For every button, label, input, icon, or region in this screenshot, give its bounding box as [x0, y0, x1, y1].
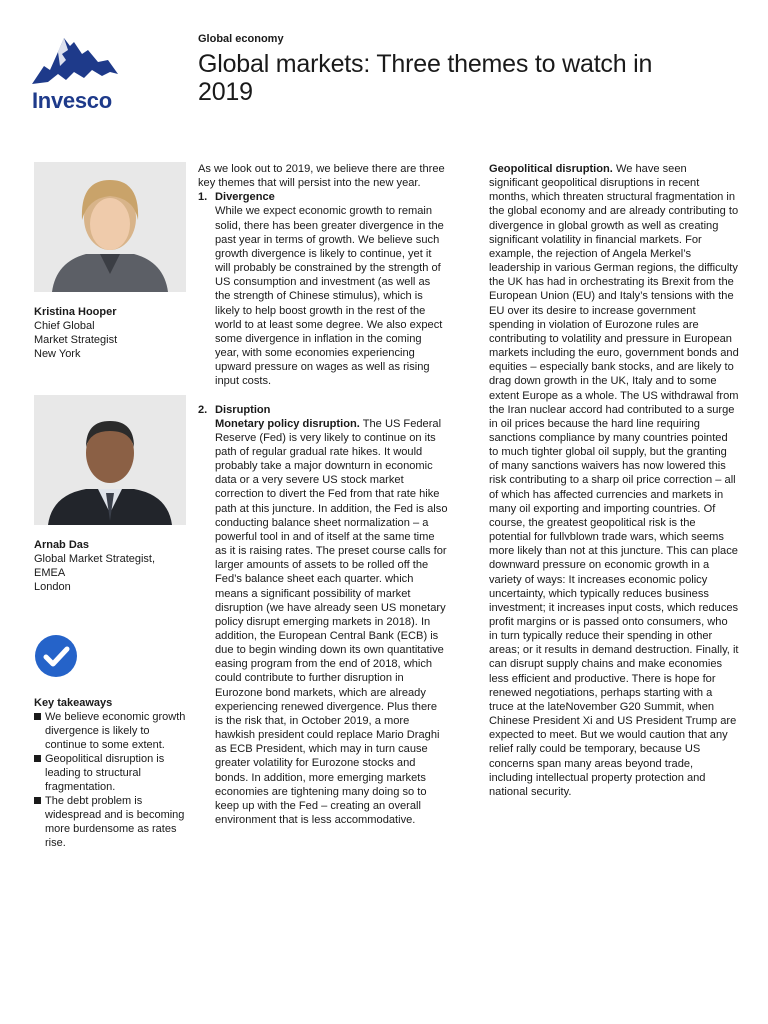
mountain-icon [30, 32, 120, 88]
body-column-right [489, 162, 739, 799]
author-title: Chief Global [34, 320, 95, 332]
bullet-icon [34, 713, 41, 720]
list-item: Geopolitical disruption is leading to structural fragmentation. [34, 752, 186, 794]
author-title: Global Market Strategist, [34, 553, 156, 565]
author-title: Market Strategist [34, 334, 118, 346]
author-location: London [34, 581, 71, 593]
logo-wordmark: Invesco [32, 88, 112, 113]
takeaways-title: Key takeaways [34, 697, 113, 709]
bullet-icon [34, 755, 41, 762]
section-heading: Divergence [215, 191, 275, 204]
body-column-middle [198, 162, 448, 827]
section-number: 1. [198, 191, 208, 204]
section-text: While we expect economic growth to remain solid, there has been greater divergence in the past year in terms of growth. We believe such growth divergence is likely to continue, yet it will probably be constrained by the strength of US consumption and investment (as well as the strength of Chinese stimulus), which is likely to help boost growth in the rest of the world to at least some degree. We also expect some divergence in inflation in the coming year, with some economies experiencing upward pressure on wages as well as rising input costs. [215, 205, 444, 388]
invesco-logo [30, 32, 130, 112]
author-photo-arnab [34, 395, 186, 525]
takeaways-list [34, 710, 186, 850]
page-title: Global markets: Three themes to watch in 2019 [198, 50, 653, 106]
section-label: Global economy [198, 33, 284, 45]
checkmark-icon [34, 634, 78, 678]
list-item: We believe economic growth divergence is likely to continue to some extent. [34, 710, 186, 752]
author-name: Arnab Das [34, 539, 90, 551]
list-item: The debt problem is widespread and is becoming more burdensome as rates rise. [34, 794, 186, 850]
section-disruption [198, 403, 448, 828]
author-photo-kristina [34, 162, 186, 292]
section-heading: Disruption [215, 403, 271, 416]
section-text: Monetary policy disruption. The US Federal Reserve (Fed) is very likely to continue on its path of regular gradual rate hikes. It would probably take a major downturn in economic data or a very severe US stock market correction to divert the Fed from that rate hike path at this juncture. In addition, the Fed is also conducting balance sheet normalization – a powerful tool in and of itself at the same time as it is raising rates. The preset course calls for larger amounts of assets to be rolled off the Fed’s balance sheet each quarter. which means a significant possibility of market disruption (we have already seen US monetary policy disrupt emerging markets in 2018). In addition, the European Central Bank (ECB) is due to begin winding down its own quantitative easing program from the end of 2018, which could contribute to further disruption in Eurozone bond markets, which are already experiencing renewed divergence. Plus there is the risk that, in October 2019, a more hawkish president could replace Mario Draghi as ECB President, which may in turn cause greater volatility for Eurozone stocks and bonds. In addition, more emerging markets economies are tightening many doing so to keep up with the Fed – creating an overall environment that is less accommodative. [215, 417, 448, 827]
author-name: Kristina Hooper [34, 306, 117, 318]
intro-paragraph: As we look out to 2019, we believe there are three key themes that will persist into the new year. [198, 163, 445, 190]
section-divergence [198, 190, 448, 388]
bullet-icon [34, 797, 41, 804]
sidebar [34, 162, 186, 850]
author-location: New York [34, 348, 81, 360]
geopolitical-paragraph: Geopolitical disruption. We have seen significant geopolitical disruptions in recent months, which threaten structural fragmentation in the global economy and are already contributing to divergence in global growth as well as creating significant volatility in financial markets. For example, the rejection of Angela Merkel’s leadership in various German regions, the difficulty the UK has had in orchestrating its Brexit from the European Union (EU) and Italy’s tensions with the EU over its desire to increase government spending in violation of Eurozone rules are contributing to volatility and pressure in European markets including the euro, government bonds and equities – especially bank stocks, and are likely to drag down growth in the UK, Italy and to some extent Europe as a whole. The US withdrawal from the Iran nuclear accord had contributed to a surge in oil prices because the hard line requiring sanctions compliance by many countries pointed to much tighter global oil supply, but the granting of many sanctions waivers has now lowered this risk contributing to a sharp oil price correction – all of which has affected currencies and markets in many oil exporting and importing countries. Of course, the greatest geopolitical risk is the potential for fullvblown trade wars, which seems more likely than not at this juncture. This can place downward pressure on economic growth in a variety of ways: It increases economic policy uncertainty, which typically reduces business investment; it increases input costs, which reduces profit margins or is passed onto consumers, who in turn typically reduce their spending in other areas; or it results in demand destruction. Finally, it can disrupt supply chains and make economies less efficient and productive. There is hope for renewed negotiations, perhaps starting with a truce at the lateNovember G20 Summit, when Chinese President Xi and US President Trump are expected to meet. But we would caution that any relief rally could be temporary, because US concerns span many areas beyond trade, including intellectual property protection and national security. [489, 163, 739, 798]
lead-in: Geopolitical disruption. [489, 163, 613, 175]
author-title: EMEA [34, 567, 66, 579]
lead-in: Monetary policy disruption. [215, 417, 360, 430]
section-number: 2. [198, 403, 208, 416]
